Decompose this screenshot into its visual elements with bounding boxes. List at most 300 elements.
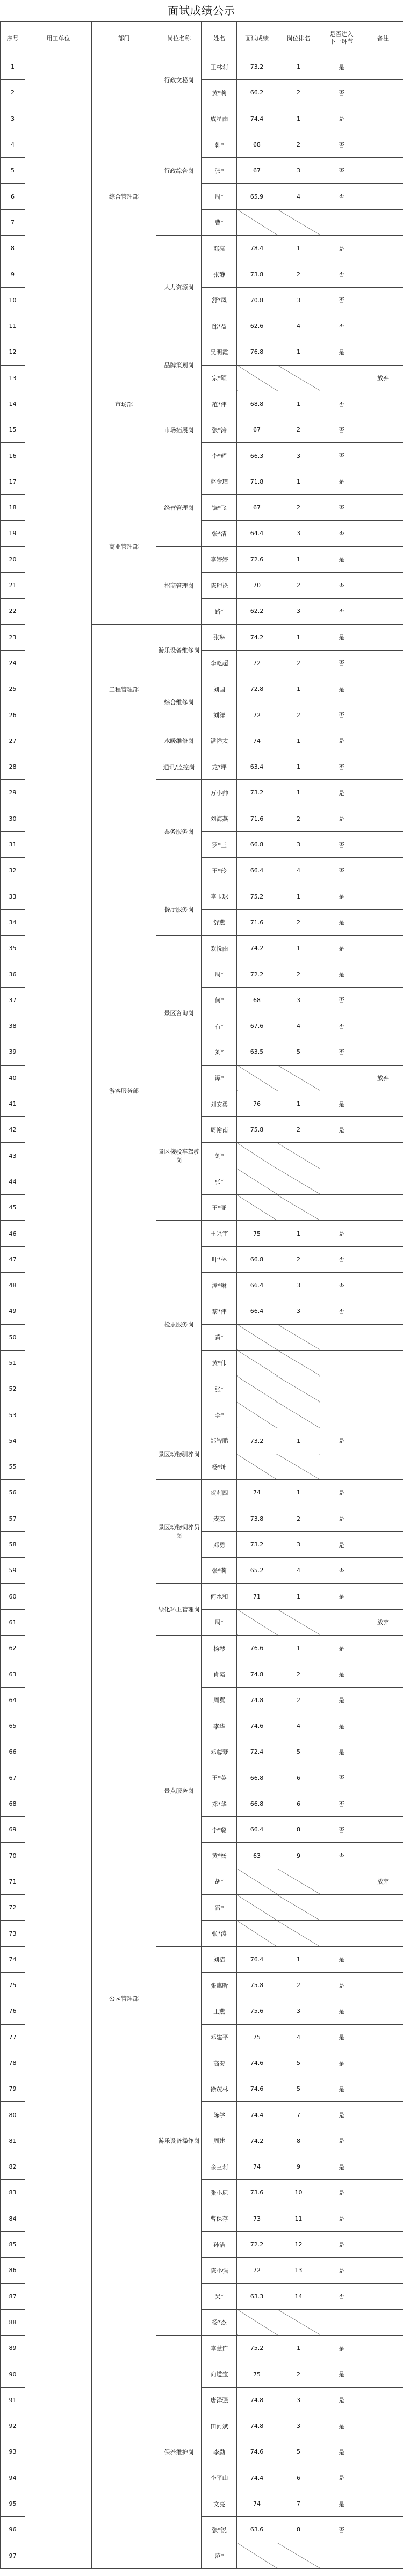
header-remark: 备注	[363, 22, 403, 54]
remark: 放弃	[363, 1609, 403, 1635]
position-rank: 1	[277, 391, 320, 417]
advance-status	[320, 209, 363, 235]
row-number: 75	[1, 1972, 25, 1998]
header-position: 岗位名称	[156, 22, 202, 54]
remark	[363, 1583, 403, 1609]
interview-score: 74.6	[237, 2076, 277, 2102]
candidate-name: 王*玲	[202, 858, 237, 884]
position-rank: 1	[277, 936, 320, 961]
candidate-name: 王林莉	[202, 54, 237, 80]
advance-status: 否	[320, 1817, 363, 1843]
row-number: 50	[1, 1324, 25, 1350]
position-rank: 4	[277, 184, 320, 209]
row-number: 8	[1, 236, 25, 261]
candidate-name: 潘*琳	[202, 1272, 237, 1298]
header-name: 姓名	[202, 22, 237, 54]
position-rank	[277, 1609, 320, 1635]
row-number: 91	[1, 2387, 25, 2413]
advance-status	[320, 1324, 363, 1350]
remark	[363, 2128, 403, 2154]
candidate-name: 刘洋	[202, 702, 237, 728]
advance-status	[320, 1921, 363, 1946]
interview-score	[237, 1195, 277, 1221]
advance-status: 否	[320, 2517, 363, 2543]
interview-score: 73.2	[237, 1531, 277, 1557]
position-rank: 1	[277, 1091, 320, 1116]
candidate-name: 陈小强	[202, 2258, 237, 2283]
remark	[363, 132, 403, 157]
remark	[363, 469, 403, 494]
advance-status	[320, 2309, 363, 2335]
interview-score: 72	[237, 650, 277, 676]
advance-status: 否	[320, 987, 363, 1013]
advance-status: 是	[320, 1506, 363, 1531]
row-number: 88	[1, 2309, 25, 2335]
candidate-name: 田河斌	[202, 2413, 237, 2439]
candidate-name: 肖霞	[202, 1661, 237, 1687]
remark	[363, 1531, 403, 1557]
row-number: 67	[1, 1765, 25, 1791]
remark	[363, 209, 403, 235]
advance-status: 是	[320, 546, 363, 572]
advance-status	[320, 1895, 363, 1921]
row-number: 38	[1, 1013, 25, 1039]
interview-score: 66.8	[237, 1765, 277, 1791]
advance-status: 否	[320, 1765, 363, 1791]
candidate-name: 李玉球	[202, 884, 237, 909]
candidate-name: 赵金瑾	[202, 469, 237, 494]
position-cell: 综合维修岗	[156, 676, 202, 728]
remark	[363, 2336, 403, 2361]
position-cell: 品牌策划岗	[156, 339, 202, 391]
position-rank: 8	[277, 2128, 320, 2154]
interview-score: 71	[237, 1583, 277, 1609]
interview-score: 75	[237, 2361, 277, 2387]
row-number: 93	[1, 2439, 25, 2465]
candidate-name: 杨*坤	[202, 1454, 237, 1480]
advance-status: 是	[320, 1480, 363, 1506]
candidate-name: 石*	[202, 1013, 237, 1039]
remark	[363, 1324, 403, 1350]
advance-status: 否	[320, 1843, 363, 1869]
row-number: 69	[1, 1817, 25, 1843]
remark	[363, 1169, 403, 1194]
advance-status: 是	[320, 1531, 363, 1557]
interview-score: 73.6	[237, 2180, 277, 2206]
interview-score: 76.8	[237, 339, 277, 365]
position-rank: 2	[277, 961, 320, 987]
interview-score: 74.8	[237, 2413, 277, 2439]
interview-score: 67	[237, 158, 277, 184]
candidate-name: 成星雨	[202, 106, 237, 132]
row-number: 33	[1, 884, 25, 909]
position-rank: 1	[277, 728, 320, 754]
advance-status	[320, 1376, 363, 1402]
position-rank: 1	[277, 106, 320, 132]
candidate-name: 张琳	[202, 624, 237, 650]
candidate-name: 邓建平	[202, 2024, 237, 2050]
position-cell: 游乐设备维修岗	[156, 624, 202, 676]
advance-status: 否	[320, 391, 363, 417]
position-cell: 游乐设备操作岗	[156, 1946, 202, 2335]
remark	[363, 54, 403, 80]
advance-status: 否	[320, 132, 363, 157]
interview-score: 74.4	[237, 106, 277, 132]
candidate-name: 何水和	[202, 1583, 237, 1609]
candidate-name: 唐泽强	[202, 2387, 237, 2413]
row-number: 3	[1, 106, 25, 132]
remark	[363, 2413, 403, 2439]
advance-status: 是	[320, 1428, 363, 1454]
row-number: 61	[1, 1609, 25, 1635]
remark	[363, 2543, 403, 2568]
advance-status: 否	[320, 287, 363, 313]
position-rank: 4	[277, 313, 320, 339]
remark	[363, 987, 403, 1013]
table-row	[1, 54, 403, 80]
advance-status: 是	[320, 936, 363, 961]
interview-score: 74.6	[237, 1713, 277, 1739]
row-number: 44	[1, 1169, 25, 1194]
candidate-name: 周*	[202, 184, 237, 209]
candidate-name: 欢悦雨	[202, 936, 237, 961]
advance-status: 否	[320, 1791, 363, 1816]
row-number: 37	[1, 987, 25, 1013]
candidate-name: 张静	[202, 261, 237, 287]
advance-status: 是	[320, 2050, 363, 2076]
advance-status: 是	[320, 1636, 363, 1661]
advance-status: 否	[320, 184, 363, 209]
header-interview-score: 面试成绩	[237, 22, 277, 54]
remark	[363, 1272, 403, 1298]
candidate-name: 张惠昕	[202, 1972, 237, 1998]
department-cell: 综合管理部	[92, 54, 156, 339]
advance-status: 是	[320, 1117, 363, 1143]
interview-score: 74.8	[237, 2387, 277, 2413]
interview-score: 66.3	[237, 443, 277, 469]
position-rank: 2	[277, 2361, 320, 2387]
position-rank: 1	[277, 1946, 320, 1972]
header-advance-label: 是否进入下一环节	[329, 30, 354, 45]
position-rank: 2	[277, 1972, 320, 1998]
row-number: 90	[1, 2361, 25, 2387]
candidate-name: 周裕南	[202, 1117, 237, 1143]
remark	[363, 1895, 403, 1921]
remark	[363, 2465, 403, 2491]
candidate-name: 路*	[202, 599, 237, 624]
position-rank: 5	[277, 1739, 320, 1765]
candidate-name: 徐茂林	[202, 2076, 237, 2102]
row-number: 27	[1, 728, 25, 754]
remark	[363, 650, 403, 676]
row-number: 16	[1, 443, 25, 469]
position-rank: 2	[277, 572, 320, 598]
candidate-name: 李*辉	[202, 443, 237, 469]
row-number: 11	[1, 313, 25, 339]
position-rank: 3	[277, 831, 320, 857]
row-number: 94	[1, 2465, 25, 2491]
position-rank	[277, 1143, 320, 1169]
advance-status: 是	[320, 2076, 363, 2102]
advance-status: 否	[320, 158, 363, 184]
row-number: 15	[1, 417, 25, 443]
position-rank: 6	[277, 2465, 320, 2491]
advance-status	[320, 1454, 363, 1480]
header-department: 部门	[92, 22, 156, 54]
remark	[363, 1402, 403, 1428]
interview-score: 72.8	[237, 676, 277, 702]
interview-score	[237, 1169, 277, 1194]
interview-score: 72	[237, 702, 277, 728]
row-number: 18	[1, 495, 25, 521]
interview-results-table	[0, 21, 403, 2569]
department-cell: 市场部	[92, 339, 156, 469]
row-number: 43	[1, 1143, 25, 1169]
position-rank: 4	[277, 1013, 320, 1039]
advance-status: 是	[320, 2336, 363, 2361]
advance-status: 是	[320, 1687, 363, 1713]
position-cell: 景区动物驯养岗	[156, 1428, 202, 1480]
table-body	[1, 54, 403, 2569]
advance-status: 是	[320, 2465, 363, 2491]
row-number: 23	[1, 624, 25, 650]
interview-score	[237, 1895, 277, 1921]
interview-score: 74.8	[237, 1661, 277, 1687]
row-number: 20	[1, 546, 25, 572]
candidate-name: 刘*	[202, 1039, 237, 1065]
row-number: 30	[1, 806, 25, 831]
advance-status: 是	[320, 2206, 363, 2231]
advance-status: 否	[320, 1298, 363, 1324]
remark	[363, 495, 403, 521]
advance-status: 是	[320, 2258, 363, 2283]
header-row	[1, 22, 403, 54]
advance-status: 是	[320, 728, 363, 754]
interview-score: 67	[237, 495, 277, 521]
row-number: 5	[1, 158, 25, 184]
interview-score	[237, 1869, 277, 1894]
candidate-name: 杨*杰	[202, 2309, 237, 2335]
interview-score	[237, 1454, 277, 1480]
remark	[363, 1506, 403, 1531]
advance-status: 否	[320, 650, 363, 676]
position-rank: 3	[277, 521, 320, 546]
row-number: 12	[1, 339, 25, 365]
position-rank: 2	[277, 650, 320, 676]
remark	[363, 831, 403, 857]
position-cell: 人力资源岗	[156, 236, 202, 339]
position-cell: 餐厅服务岗	[156, 884, 202, 936]
position-rank: 2	[277, 495, 320, 521]
position-rank: 1	[277, 884, 320, 909]
candidate-name: 麦杰	[202, 1506, 237, 1531]
row-number: 39	[1, 1039, 25, 1065]
row-number: 62	[1, 1636, 25, 1661]
advance-status: 否	[320, 599, 363, 624]
candidate-name: 曹*	[202, 209, 237, 235]
position-rank: 2	[277, 909, 320, 935]
remark	[363, 1221, 403, 1246]
header-employer: 用工单位	[25, 22, 92, 54]
advance-status: 否	[320, 1246, 363, 1272]
department-cell: 商业管理部	[92, 469, 156, 624]
remark	[363, 624, 403, 650]
position-rank: 3	[277, 1531, 320, 1557]
row-number: 86	[1, 2258, 25, 2283]
advance-status	[320, 1350, 363, 1376]
advance-status: 否	[320, 521, 363, 546]
position-rank	[277, 1376, 320, 1402]
row-number: 56	[1, 1480, 25, 1506]
remark	[363, 236, 403, 261]
row-number: 24	[1, 650, 25, 676]
row-number: 34	[1, 909, 25, 935]
position-rank: 4	[277, 2024, 320, 2050]
interview-score: 66.4	[237, 1817, 277, 1843]
row-number: 82	[1, 2154, 25, 2180]
interview-score: 66.4	[237, 858, 277, 884]
advance-status: 否	[320, 754, 363, 780]
advance-status: 是	[320, 2128, 363, 2154]
row-number: 17	[1, 469, 25, 494]
position-rank: 6	[277, 1765, 320, 1791]
remark	[363, 780, 403, 806]
candidate-name: 宗*颖	[202, 365, 237, 391]
interview-score: 76.4	[237, 1946, 277, 1972]
interview-score: 71.6	[237, 806, 277, 831]
candidate-name: 李*	[202, 1402, 237, 1428]
remark	[363, 339, 403, 365]
advance-status	[320, 365, 363, 391]
position-rank: 5	[277, 1039, 320, 1065]
interview-score: 63	[237, 1843, 277, 1869]
position-rank	[277, 1895, 320, 1921]
interview-score	[237, 1143, 277, 1169]
row-number: 72	[1, 1895, 25, 1921]
interview-score: 74	[237, 728, 277, 754]
candidate-name: 邓亮	[202, 236, 237, 261]
position-cell: 景点服务岗	[156, 1636, 202, 1947]
candidate-name: 高秦	[202, 2050, 237, 2076]
advance-status: 是	[320, 2180, 363, 2206]
candidate-name: 李勤	[202, 2439, 237, 2465]
remark	[363, 1946, 403, 1972]
department-cell: 游客服务部	[92, 754, 156, 1428]
candidate-name: 张*洁	[202, 521, 237, 546]
remark	[363, 2231, 403, 2257]
remark	[363, 1791, 403, 1816]
advance-status: 是	[320, 806, 363, 831]
candidate-name: 王燕	[202, 1998, 237, 2024]
position-rank	[277, 2309, 320, 2335]
interview-score: 75.8	[237, 1117, 277, 1143]
candidate-name: 万小帅	[202, 780, 237, 806]
remark	[363, 1376, 403, 1402]
remark	[363, 1558, 403, 1583]
candidate-name: 张*	[202, 158, 237, 184]
candidate-name: 张*涛	[202, 1921, 237, 1946]
remark	[363, 572, 403, 598]
remark	[363, 676, 403, 702]
advance-status: 是	[320, 2024, 363, 2050]
row-number: 1	[1, 54, 25, 80]
row-number: 79	[1, 2076, 25, 2102]
advance-status: 是	[320, 676, 363, 702]
candidate-name: 王兴宇	[202, 1221, 237, 1246]
remark	[363, 1298, 403, 1324]
remark	[363, 1091, 403, 1116]
interview-score: 72.4	[237, 1739, 277, 1765]
candidate-name: 李*璐	[202, 1817, 237, 1843]
remark	[363, 2309, 403, 2335]
interview-score: 75	[237, 1221, 277, 1246]
interview-score: 78.4	[237, 236, 277, 261]
candidate-name: 张*莉	[202, 1558, 237, 1583]
header-advance	[320, 22, 363, 54]
advance-status: 否	[320, 1039, 363, 1065]
row-number: 64	[1, 1687, 25, 1713]
position-rank: 3	[277, 158, 320, 184]
interview-score: 65.2	[237, 1558, 277, 1583]
interview-score: 66.2	[237, 80, 277, 106]
position-rank	[277, 1454, 320, 1480]
row-number: 85	[1, 2231, 25, 2257]
row-number: 28	[1, 754, 25, 780]
position-rank: 3	[277, 599, 320, 624]
interview-score: 71.6	[237, 909, 277, 935]
candidate-name: 周翼	[202, 1687, 237, 1713]
remark	[363, 1661, 403, 1687]
row-number: 95	[1, 2491, 25, 2516]
position-rank: 1	[277, 676, 320, 702]
row-number: 89	[1, 2336, 25, 2361]
interview-score: 75	[237, 2024, 277, 2050]
candidate-name: 潘祥太	[202, 728, 237, 754]
row-number: 92	[1, 2413, 25, 2439]
position-rank: 1	[277, 339, 320, 365]
position-rank	[277, 1169, 320, 1194]
candidate-name: 韩*	[202, 132, 237, 157]
remark	[363, 1998, 403, 2024]
candidate-name: 刘洁	[202, 1946, 237, 1972]
row-number: 10	[1, 287, 25, 313]
advance-status: 是	[320, 1661, 363, 1687]
interview-score	[237, 1609, 277, 1635]
candidate-name: 周*	[202, 961, 237, 987]
remark	[363, 2024, 403, 2050]
position-rank	[277, 1195, 320, 1221]
row-number: 59	[1, 1558, 25, 1583]
position-cell: 通讯/监控岗	[156, 754, 202, 780]
position-cell: 经营管理岗	[156, 469, 202, 546]
interview-score: 66.8	[237, 1791, 277, 1816]
candidate-name: 张*锐	[202, 2517, 237, 2543]
advance-status: 是	[320, 624, 363, 650]
row-number: 76	[1, 1998, 25, 2024]
advance-status: 是	[320, 2387, 363, 2413]
position-rank: 2	[277, 1246, 320, 1272]
remark	[363, 1117, 403, 1143]
advance-status: 是	[320, 1221, 363, 1246]
remark	[363, 521, 403, 546]
remark	[363, 909, 403, 935]
remark	[363, 2258, 403, 2283]
position-rank: 1	[277, 624, 320, 650]
position-rank: 1	[277, 1480, 320, 1506]
remark	[363, 1195, 403, 1221]
advance-status: 是	[320, 2491, 363, 2516]
advance-status	[320, 1065, 363, 1091]
